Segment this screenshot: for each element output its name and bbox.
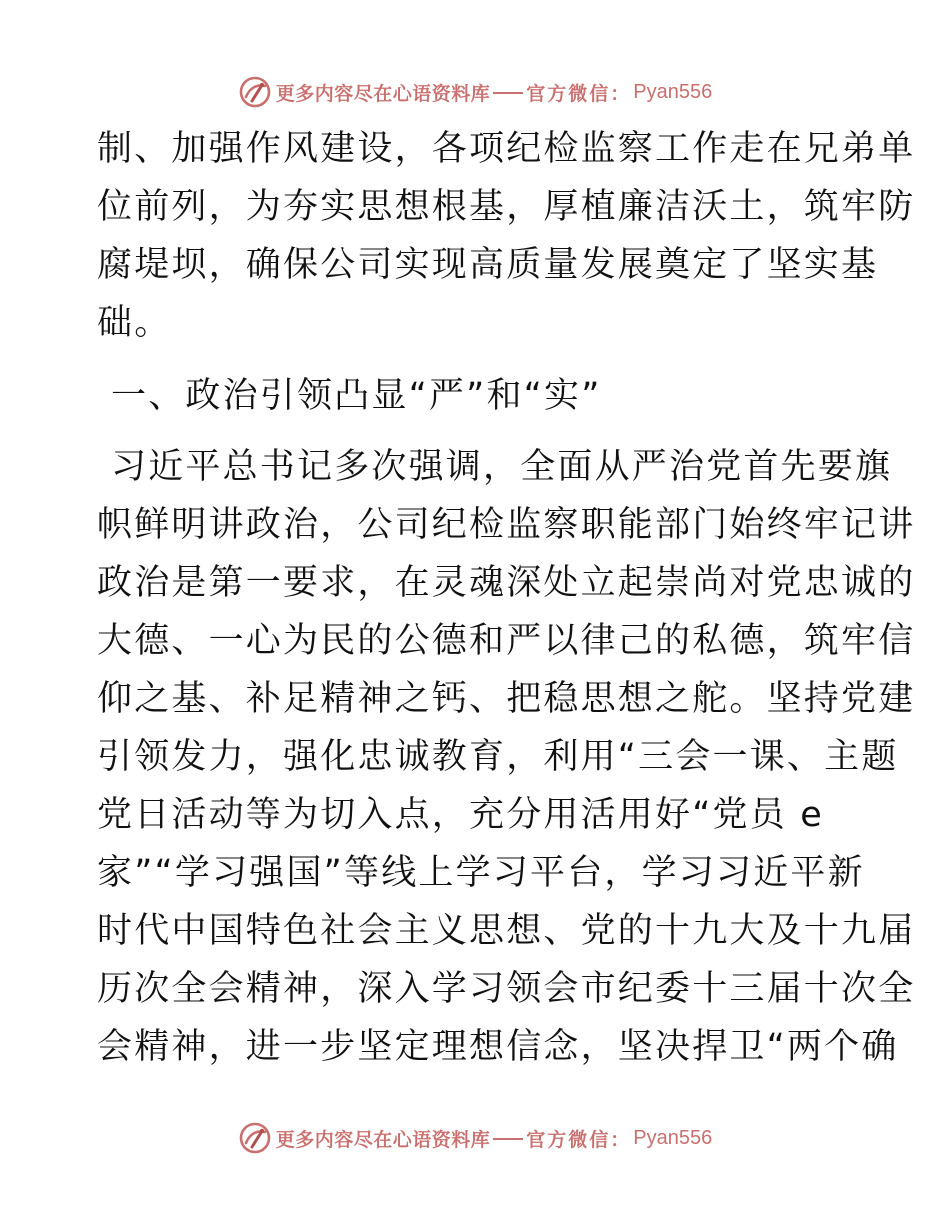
text-line: 政治是第一要求，在灵魂深处立起崇尚对党忠诚的 <box>97 563 916 603</box>
header-wechat-label: 官方微信： <box>526 82 632 105</box>
document-body <box>97 120 916 1076</box>
text-line: 帜鲜明讲政治，公司纪检监察职能部门始终牢记讲 <box>97 505 916 545</box>
text-line: 家”“学习强国”等线上学习平台，学习习近平新 <box>97 853 865 893</box>
text-line: 历次全会精神，深入学习领会市纪委十三届十次全 <box>97 969 916 1009</box>
text-line: 腐堤坝，确保公司实现高质量发展奠定了坚实基 <box>97 245 879 285</box>
text-line: 制、加强作风建设，各项纪检监察工作走在兄弟单 <box>97 129 916 169</box>
header-brand-text: 更多内容尽在心语资料库 <box>275 82 491 105</box>
section-heading: 一、政治引领凸显“严”和“实” <box>111 376 602 416</box>
footer-watermark-banner <box>0 1116 950 1160</box>
text-line: 仰之基、补足精神之钙、把稳思想之舵。坚持党建 <box>97 679 916 719</box>
text-line: 党日活动等为切入点，充分用活用好“党员 e <box>97 795 824 835</box>
footer-brand-text: 更多内容尽在心语资料库 <box>275 1128 491 1151</box>
header-watermark-banner <box>0 70 950 114</box>
text-line: 习近平总书记多次强调，全面从严治党首先要旗 <box>111 447 893 487</box>
brand-logo-icon <box>238 75 272 109</box>
footer-separator <box>493 1138 523 1140</box>
text-line: 时代中国特色社会主义思想、党的十九大及十九届 <box>97 911 916 951</box>
text-line: 础。 <box>97 303 172 343</box>
header-separator <box>493 92 523 94</box>
brand-logo-icon <box>238 1121 272 1155</box>
text-line: 引领发力，强化忠诚教育，利用“三会一课、主题 <box>97 737 899 777</box>
header-wechat-id: Pyan556 <box>633 80 713 103</box>
footer-wechat-id: Pyan556 <box>633 1126 713 1149</box>
text-line: 位前列，为夯实思想根基，厚植廉洁沃土，筑牢防 <box>97 187 916 227</box>
footer-wechat-label: 官方微信： <box>526 1128 632 1151</box>
text-line: 会精神，进一步坚定理想信念，坚决捍卫“两个确 <box>97 1027 899 1067</box>
text-line: 大德、一心为民的公德和严以律己的私德，筑牢信 <box>97 621 916 661</box>
